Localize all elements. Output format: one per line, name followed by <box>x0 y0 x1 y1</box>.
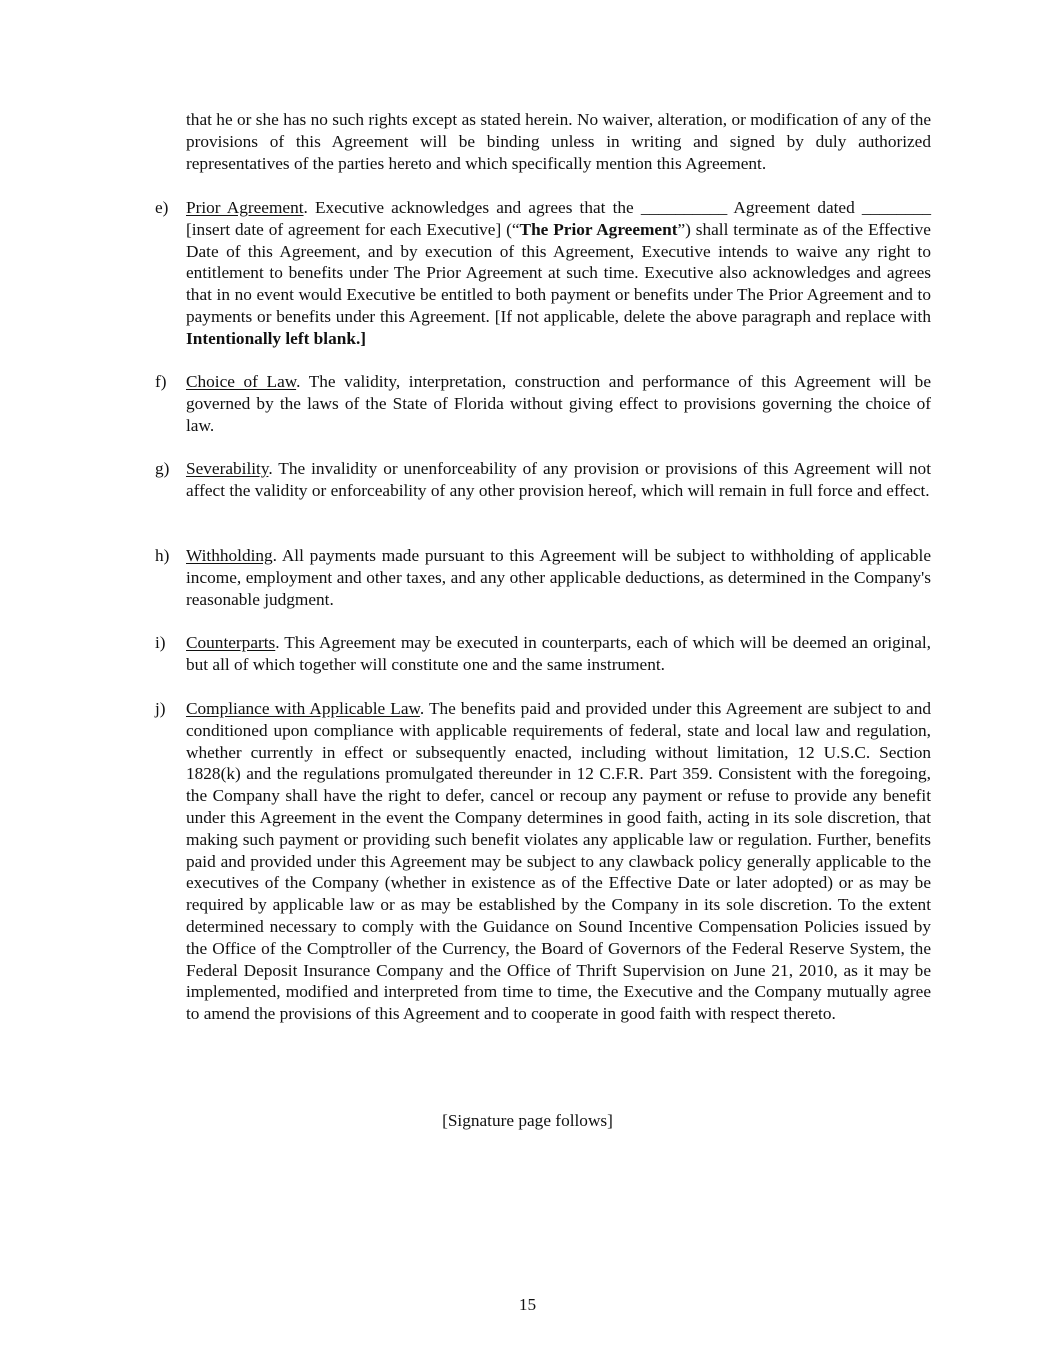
signature-page-note: [Signature page follows] <box>442 1111 613 1130</box>
section-heading: Compliance with Applicable Law <box>186 699 420 718</box>
section-h-withholding <box>155 545 931 610</box>
section-heading: Severability <box>186 459 269 478</box>
section-marker: i) <box>155 633 166 652</box>
section-body <box>186 197 931 350</box>
section-marker: h) <box>155 546 170 565</box>
section-i-counterparts <box>155 632 931 676</box>
section-text: . All payments made pursuant to this Agreement will be subject to withholding of applicable income, employment and other taxes, and any other applicable deductions, as determined in the Company's reasonable judgment. <box>186 546 931 609</box>
bold-instruction: Intentionally left blank.] <box>186 328 367 348</box>
section-heading: Choice of Law <box>186 372 297 391</box>
defined-term: The Prior Agreement <box>519 219 678 239</box>
section-marker: g) <box>155 459 170 478</box>
section-text: . The invalidity or unenforceability of any provision or provisions of this Agreement will not affect the validity or enforceability of any other provision hereof, which will remain in full force and effect. <box>186 459 931 500</box>
section-body <box>186 698 931 1025</box>
section-heading: Counterparts <box>186 633 276 652</box>
section-text: . This Agreement may be executed in counterparts, each of which will be deemed an original, but all of which together will constitute one and the same instrument. <box>186 633 931 674</box>
section-heading: Prior Agreement <box>186 198 304 217</box>
section-body <box>186 458 931 502</box>
section-body <box>186 632 931 676</box>
section-text: . The benefits paid and provided under this Agreement are subject to and conditioned upon compliance with applicable requirements of federal, state and local law and regulation, whether currently in effect or subsequently enacted, including without limitation, 12 U.S.C. Section 1828(k) and the regulations promulgated thereunder in 12 C.F.R. Part 359. Consistent with the foregoing, the Company shall have the right to defer, cancel or recoup any payment or refuse to provide any benefit under this Agreement in the event the Company determines in good faith, acting in its sole discretion, that making such payment or providing such benefit violates any applicable law or regulation. Further, benefits paid and provided under this Agreement may be subject to any clawback policy generally applicable to the executives of the Company (whether in existence as of the Effective Date or later adopted) or as may be required by applicable law or as may be established by the Company in its sole discretion. To the extent determined necessary to comply with the Guidance on Sound Incentive Compensation Policies issued by the Office of the Comptroller of the Currency, the Board of Governors of the Federal Reserve System, the Federal Deposit Insurance Company and the Office of Thrift Supervision on June 21, 2010, as it may be implemented, modified and interpreted from time to time, the Executive and the Company mutually agree to amend the provisions of this Agreement and to cooperate in good faith with respect thereto. <box>186 699 931 1024</box>
page-number: 15 <box>518 1295 537 1314</box>
section-g-severability <box>155 458 931 502</box>
section-text: . The validity, interpretation, construction and performance of this Agreement will be governed by the laws of the State of Florida without giving effect to provisions governing the choice of law. <box>186 372 931 435</box>
section-heading: Withholding <box>186 546 273 565</box>
section-marker: j) <box>155 699 166 718</box>
section-j-compliance <box>155 698 931 1025</box>
section-text: . Executive acknowledges and agrees that the __________ Agreement dated ________ [insert date of agreement for each Executive] (“ <box>186 198 931 239</box>
section-e-prior-agreement <box>155 197 931 350</box>
section-marker: e) <box>155 198 169 217</box>
section-body <box>186 545 931 610</box>
continuation-paragraph: that he or she has no such rights except as stated herein. No waiver, alteration, or modification of any of the provisions of this Agreement will be binding unless in writing and signed by duly authorized representatives of the parties hereto and which specifically mention this Agreement. <box>186 110 931 173</box>
section-f-choice-of-law <box>155 371 931 436</box>
section-marker: f) <box>155 372 167 391</box>
section-body <box>186 371 931 436</box>
section-text: ”) shall terminate as of the Effective Date of this Agreement, and by execution of this Agreement, Executive intends to waive any right to entitlement to benefits under The Prior Agreement at such time. Executive also acknowledges and agrees that in no event would Executive be entitled to both payment or benefits under The Prior Agreement and to payments or benefits under this Agreement. [If not applicable, delete the above paragraph and replace with <box>186 219 931 326</box>
